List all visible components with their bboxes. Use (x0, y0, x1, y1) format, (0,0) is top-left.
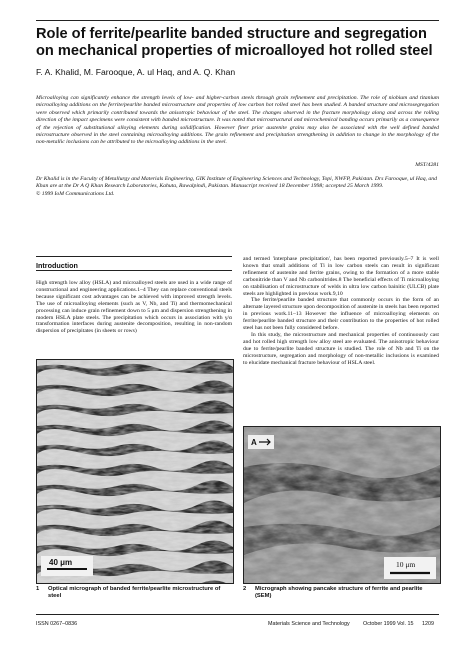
paper-title: Role of ferrite/pearlite banded structure and segregation on mechanical properties of microalloyed hot rolled steel (36, 26, 433, 59)
top-rule (36, 20, 439, 21)
figure-2-arrow-label: A (251, 438, 257, 447)
body-column-1: High strength low alloy (HSLA) and microalloyed steels are used in a wide range of constructional and engineering applications.1–4 They can replace conventional steels because significant cost advantages can be achieved with improved strength levels. The use of microalloying elements (such as V, Nb, and Ti) and thermomechanical processing can induce grain refinement down to 5 μm and dispersion strengthening in modern HSLA plate steels. The precipitation which occurs in association with γ/α transformation interfaces during austenite decomposition, resulting in non-random dispersion of precipitates (in sheets or rows) (36, 280, 232, 335)
affiliation-block (36, 176, 439, 198)
section-rule-bottom (36, 270, 232, 271)
authors: F. A. Khalid, M. Farooque, A. ul Haq, and A. Q. Khan (36, 67, 236, 77)
abstract: Microalloying can significantly enhance the strength levels of low- and higher-carbon steels through grain refinement and precipitation. The role of niobium and titanium microalloying additions on the ferrite/pearlite banded microstructure and properties of low carbon hot rolled steel has been studied. A banded structure and microsegregation were observed which primarily contributed towards the anisotropic behaviour of the steel. The changes observed in the fracture morphology along and across the rolling direction of the impact specimens were consistent with banded microstructure. It was noted that microstructural and microchemical banding occurs primarily as a consequence of the rejection of substitutional alloying elements during solidification. However finer prior austenite grains may also be associated with the well defined banded microstructure observed in the steel containing microalloying additions. The grain refinement and precipitation strengthening in addition to change in the morphology of the non-metallic inclusions can be attributed to the microalloying additions in the steel. (36, 95, 439, 146)
figure-1-caption-number: 1 (36, 586, 40, 592)
footer-issn: ISSN 0267–0836 (36, 621, 78, 627)
paragraph: The ferrite/pearlite banded structure that commonly occurs in the form of an alternate layered structure upon decomposition of austenite in steels has been reported in previous work.11–13 However the influence of microalloying elements on ferrite/pearlite banded structure and their contribution to the properties of hot rolled steel has not been fully considered before. (243, 297, 439, 332)
footer-date: October 1999 (363, 621, 396, 627)
figure-1-caption (36, 586, 232, 600)
figure-2-caption-text: Micrograph showing pancake structure of ferrite and pearlite (SEM) (255, 586, 423, 599)
figure-1-scale-label: 40 μm (49, 558, 73, 567)
body-column-2 (243, 256, 439, 367)
article-code: MST/4281 (415, 162, 439, 168)
footer-volume: Vol. 15 (397, 621, 414, 627)
affiliation: Dr Khalid is in the Faculty of Metallurgy and Materials Engineering, GIK Institute of Engineering Sciences and Technology, Topi, NWFP, Pakistan. Drs Farooque, ul Haq, and Khan are at the Dr A Q Khan Research Laboratories, Kahuta, Rawalpindi, Pakistan. Manuscript received 18 December 1998; accepted 25 March 1999. (36, 176, 437, 190)
footer-rule (36, 614, 439, 615)
figure-2-scale-label: 10 μm (396, 560, 416, 569)
copyright: © 1999 IoM Communications Ltd. (36, 190, 115, 197)
paragraph: In this study, the microstructure and mechanical properties of continuously cast and hot rolled high strength low alloy steel are evaluated. The anisotropic behaviour due to ferrite/pearlite banded structure is studied. The role of Nb and Ti on the microstructure, segregation and morphology of non-metallic inclusions is examined to elucidate mechanical fracture behaviour of HSLA steel. (243, 331, 439, 366)
footer-page-number: 1209 (422, 621, 434, 627)
figure-1-caption-text: Optical micrograph of banded ferrite/pearlite microstructure of steel (48, 586, 221, 599)
figure-2-caption-number: 2 (243, 586, 247, 592)
footer-journal: Materials Science and Technology (268, 621, 350, 627)
section-rule (36, 256, 232, 257)
figure-2-micrograph (243, 426, 441, 584)
figure-1-micrograph (36, 359, 234, 584)
figure-2-caption (243, 586, 439, 600)
paragraph: and termed 'interphase precipitation', has been reported previously.5–7 It is well known that small additions of Ti in low carbon steels can result in significant refinement of austenite and ferrite grains, owing to the formation of a more stable carbonitride than V and Nb carbonitrides.8 The beneficial effects of Ti microalloying on stabilisation of microstructure of welds in ultra low carbon bainitic (ULCB) plate steels are highlighted in previous work.9,10 (243, 256, 439, 297)
section-heading: Introduction (36, 261, 78, 270)
